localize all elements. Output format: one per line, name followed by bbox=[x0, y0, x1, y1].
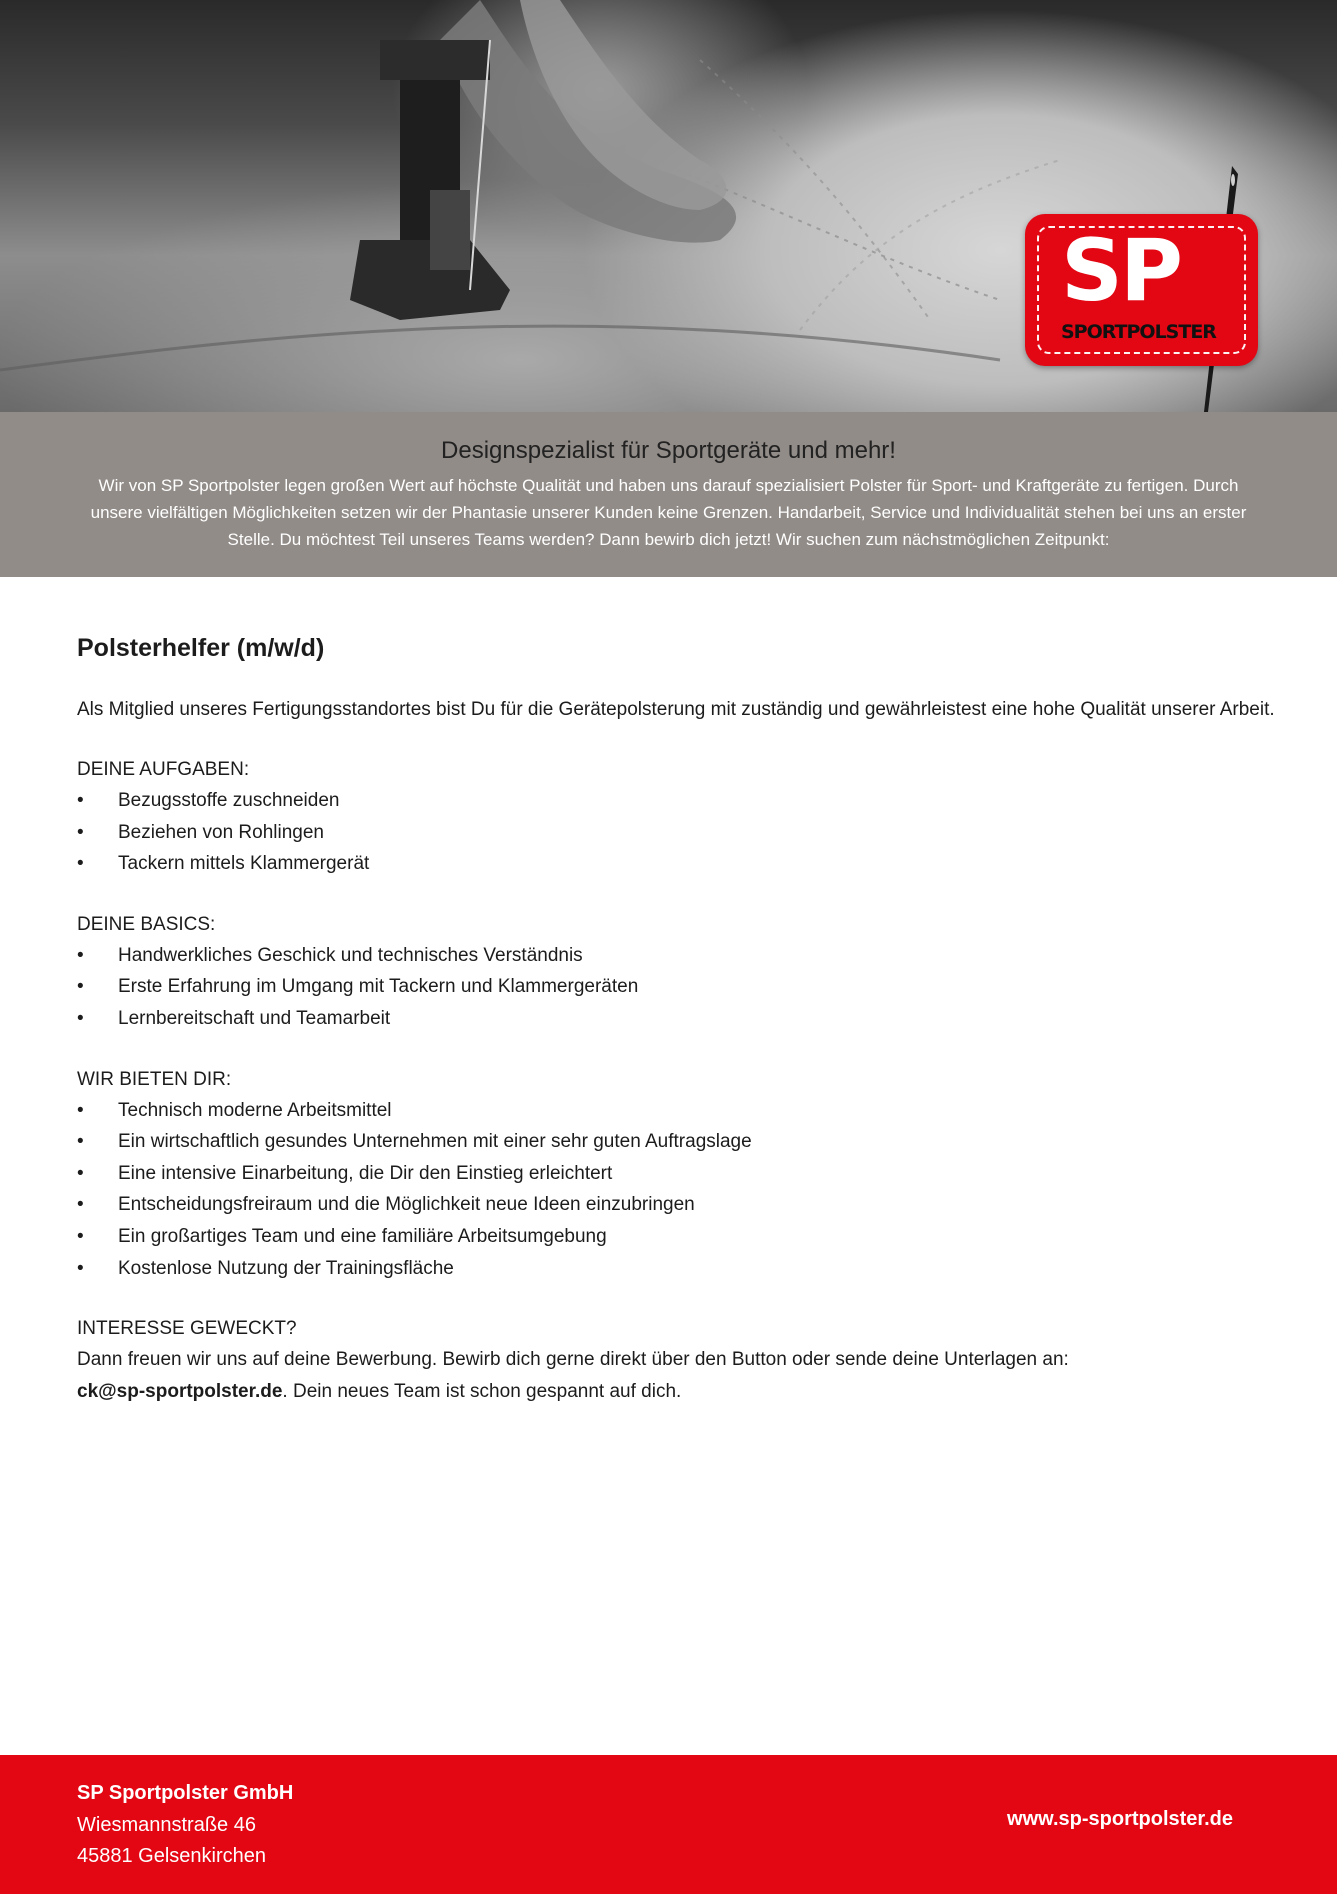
hero-image bbox=[0, 0, 1337, 412]
job-lead: Als Mitglied unseres Fertigungsstandortes bist Du für die Gerätepolsterung mit zuständig und gewährleistest eine hohe Qualität unserer Arbeit. bbox=[77, 699, 1275, 720]
list-item bbox=[77, 940, 1277, 972]
bullet-icon: • bbox=[77, 853, 84, 875]
offer-list bbox=[77, 1095, 1277, 1285]
bullet-icon: • bbox=[77, 1194, 84, 1216]
list-item-text: Ein großartiges Team und eine familiäre Arbeitsumgebung bbox=[118, 1225, 607, 1247]
list-item-text: Entscheidungsfreiraum und die Möglichkeit neue Ideen einzubringen bbox=[118, 1194, 695, 1216]
footer bbox=[0, 1755, 1337, 1894]
city-address: 45881 Gelsenkirchen bbox=[77, 1845, 267, 1867]
list-item bbox=[77, 1189, 1277, 1221]
street-address: Wiesmannstraße 46 bbox=[77, 1813, 256, 1836]
list-item-text: Technisch moderne Arbeitsmittel bbox=[118, 1099, 392, 1121]
footer-address bbox=[77, 1778, 293, 1873]
list-item bbox=[77, 785, 1277, 817]
list-item bbox=[77, 971, 1277, 1003]
tasks-heading: DEINE AUFGABEN: bbox=[77, 759, 250, 780]
tasks-list bbox=[77, 785, 1277, 880]
list-item bbox=[77, 1095, 1277, 1127]
bullet-icon: • bbox=[77, 1225, 84, 1247]
interest-line-end: . Dein neues Team ist schon gespannt auf dich. bbox=[282, 1380, 682, 1402]
bullet-icon: • bbox=[77, 1162, 84, 1184]
job-posting bbox=[77, 630, 1277, 1407]
basics-list bbox=[77, 940, 1277, 1035]
list-item-text: Lernbereitschaft und Teamarbeit bbox=[118, 1007, 391, 1029]
list-item bbox=[77, 817, 1277, 849]
job-title: Polsterhelfer (m/w/d) bbox=[77, 634, 325, 662]
list-item-text: Handwerkliches Geschick und technisches Verständnis bbox=[118, 944, 583, 966]
list-item bbox=[77, 1253, 1277, 1285]
list-item bbox=[77, 1003, 1277, 1035]
bullet-icon: • bbox=[77, 821, 84, 843]
company-name: SP Sportpolster GmbH bbox=[77, 1782, 294, 1804]
intro-heading: Designspezialist für Sportgeräte und mehr! bbox=[441, 437, 896, 464]
intro-band bbox=[0, 412, 1337, 577]
interest-heading: INTERESSE GEWECKT? bbox=[77, 1318, 297, 1340]
list-item-text: Kostenlose Nutzung der Trainingsfläche bbox=[118, 1257, 454, 1279]
contact-email-link[interactable]: ck@sp-sportpolster.de bbox=[77, 1380, 283, 1402]
bullet-icon: • bbox=[77, 944, 84, 966]
bullet-icon: • bbox=[77, 1131, 84, 1153]
sportpolster-logo bbox=[1025, 214, 1258, 366]
bullet-icon: • bbox=[77, 976, 84, 998]
list-item bbox=[77, 848, 1277, 880]
list-item bbox=[77, 1126, 1277, 1158]
list-item-text: Tackern mittels Klammergerät bbox=[118, 853, 370, 875]
bullet-icon: • bbox=[77, 1099, 84, 1121]
intro-text: Wir von SP Sportpolster legen großen Wert auf höchste Qualität und haben uns darauf spezialisiert Polster für Sport- und Kraftgeräte zu fertigen. Durch unsere vielfältigen Möglichkeiten setzen wir der Phantasie unserer Kunden keine Grenzen. Handarbeit, Service und Individualität stehen bei uns an erster Stelle. Du möchtest Teil unseres Teams werden? Dann bewirb dich jetzt! Wir suchen zum nächstmöglichen Zeitpunkt: bbox=[90, 476, 1247, 549]
offer-heading: WIR BIETEN DIR: bbox=[77, 1068, 232, 1090]
logo-wordmark: SPORTPOLSTER bbox=[1061, 321, 1216, 343]
list-item-text: Beziehen von Rohlingen bbox=[118, 821, 324, 843]
list-item-text: Eine intensive Einarbeitung, die Dir den Einstieg erleichtert bbox=[118, 1162, 613, 1184]
list-item-text: Ein wirtschaftlich gesundes Unternehmen mit einer sehr guten Auftragslage bbox=[118, 1131, 752, 1153]
interest-line: Dann freuen wir uns auf deine Bewerbung. Bewirb dich gerne direkt über den Button oder sende deine Unterlagen an: bbox=[77, 1349, 1069, 1371]
list-item bbox=[77, 1158, 1277, 1190]
interest-text bbox=[77, 1344, 1277, 1407]
bullet-icon: • bbox=[77, 1007, 84, 1029]
logo-sp-letters: SP bbox=[1061, 221, 1180, 321]
website-link[interactable]: www.sp-sportpolster.de bbox=[1007, 1808, 1233, 1830]
basics-heading: DEINE BASICS: bbox=[77, 913, 216, 935]
list-item-text: Erste Erfahrung im Umgang mit Tackern und Klammergeräten bbox=[118, 976, 639, 998]
list-item-text: Bezugsstoffe zuschneiden bbox=[118, 790, 340, 811]
list-item bbox=[77, 1221, 1277, 1253]
bullet-icon: • bbox=[77, 790, 84, 811]
bullet-icon: • bbox=[77, 1257, 84, 1279]
